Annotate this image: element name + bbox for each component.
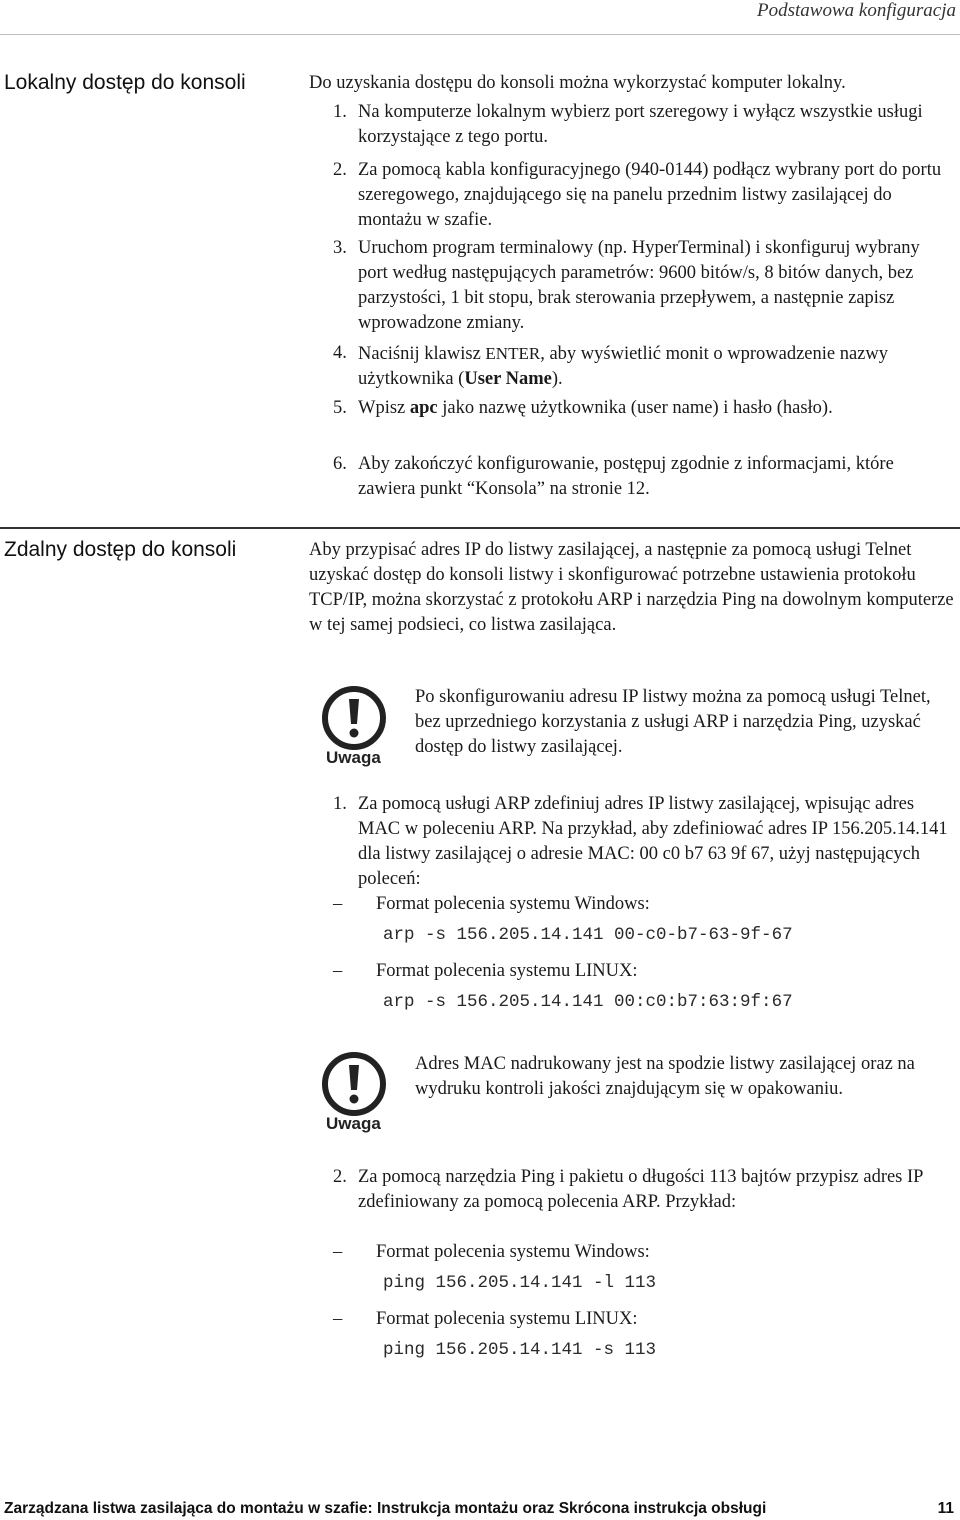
step-number: 2. — [333, 160, 347, 180]
footer-title: Zarządzana listwa zasilająca do montażu w szafie: Instrukcja montażu oraz Skrócona instrukcja obsługi — [4, 1500, 767, 1517]
windows-format-label: Format polecenia systemu Windows: — [376, 894, 650, 914]
user-name-label: User Name — [464, 369, 552, 389]
ping-windows-command: ping 156.205.14.141 -l 113 — [383, 1273, 657, 1293]
step-text: Uruchom program terminalowy (np. HyperTerminal) i skonfiguruj wybrany port według następujących parametrów: 9600 bitów/s, 8 bitów danych, bez parzystości, 1 bit stopu, brak sterowania przepływem, a następnie zapisz wprowadzone zmiany. — [358, 238, 920, 333]
step-number: 6. — [333, 454, 347, 474]
linux-format-label: Format polecenia systemu LINUX: — [376, 1309, 638, 1329]
note-label: Uwaga — [326, 748, 381, 767]
dash-bullet: – — [333, 1242, 343, 1262]
dash-bullet: – — [333, 1309, 343, 1329]
linux-format-label: Format polecenia systemu LINUX: — [376, 961, 638, 981]
step-number: 5. — [333, 398, 347, 418]
local-intro: Do uzyskania dostępu do konsoli można wykorzystać komputer lokalny. — [309, 73, 846, 93]
step-number: 1. — [333, 794, 347, 814]
step-number: 2. — [333, 1167, 347, 1187]
step-text: Wpisz apc jako nazwę użytkownika (user name) i hasło (hasło). — [358, 398, 833, 418]
dash-bullet: – — [333, 961, 343, 981]
section-heading-local: Lokalny dostęp do konsoli — [4, 71, 246, 94]
step-text: Naciśnij klawisz ENTER, aby wyświetlić monit o wprowadzenie nazwy użytkownika (User Name). — [358, 344, 889, 389]
enter-key: ENTER — [485, 344, 541, 363]
arp-linux-command: arp -s 156.205.14.141 00:c0:b7:63:9f:67 — [383, 992, 793, 1012]
step-number: 4. — [333, 343, 347, 363]
note-2-text: Adres MAC nadrukowany jest na spodzie listwy zasilającej oraz na wydruku kontroli jakości znajdującym się w opakowaniu. — [415, 1054, 915, 1099]
apc-username: apc — [409, 398, 438, 418]
section-heading-remote: Zdalny dostęp do konsoli — [4, 538, 237, 561]
note-warning-icon — [318, 686, 390, 770]
step-text: Na komputerze lokalnym wybierz port szeregowy i wyłącz wszystkie usługi korzystające z tego portu. — [358, 102, 923, 147]
step-text: Aby zakończyć konfigurowanie, postępuj zgodnie z informacjami, które zawiera punkt “Konsola” na stronie 12. — [358, 454, 894, 499]
dash-bullet: – — [333, 894, 343, 914]
step-text: Za pomocą kabla konfiguracyjnego (940-0144) podłącz wybrany port do portu szeregowego, znajdującego się na panelu przednim listwy zasilającej do montażu w szafie. — [358, 160, 942, 230]
ping-linux-command: ping 156.205.14.141 -s 113 — [383, 1340, 657, 1360]
arp-windows-command: arp -s 156.205.14.141 00-c0-b7-63-9f-67 — [383, 925, 793, 945]
section-divider — [0, 527, 960, 529]
step-text: Za pomocą narzędzia Ping i pakietu o długości 113 bajtów przypisz adres IP zdefiniowany za pomocą polecenia ARP. Przykład: — [358, 1167, 923, 1212]
header-rule — [0, 34, 960, 35]
page-number: 11 — [937, 1500, 954, 1517]
step-number: 3. — [333, 238, 347, 258]
note-label: Uwaga — [326, 1114, 381, 1133]
step-number: 1. — [333, 102, 347, 122]
note-1-text: Po skonfigurowaniu adresu IP listwy można za pomocą usługi Telnet, bez uprzedniego korzystania z usługi ARP i narzędzia Ping, uzyskać dostęp do listwy zasilającej. — [415, 687, 931, 757]
note-warning-icon — [318, 1052, 390, 1136]
running-header: Podstawowa konfiguracja — [757, 0, 956, 21]
step-text: Za pomocą usługi ARP zdefiniuj adres IP listwy zasilającej, wpisując adres MAC w poleceniu ARP. Na przykład, aby zdefiniować adres IP 156.205.14.141 dla listwy zasilającej o adresie MAC: 00 c0 b7 63 9f 67, użyj następujących poleceń: — [358, 794, 948, 889]
remote-intro: Aby przypisać adres IP do listwy zasilającej, a następnie za pomocą usługi Telnet uzyskać dostęp do konsoli listwy i skonfigurować potrzebne ustawienia protokołu TCP/IP, można skorzystać z protokołu ARP i narzędzia Ping na dowolnym komputerze w tej samej podsieci, co listwa zasilająca. — [309, 540, 954, 635]
windows-format-label: Format polecenia systemu Windows: — [376, 1242, 650, 1262]
